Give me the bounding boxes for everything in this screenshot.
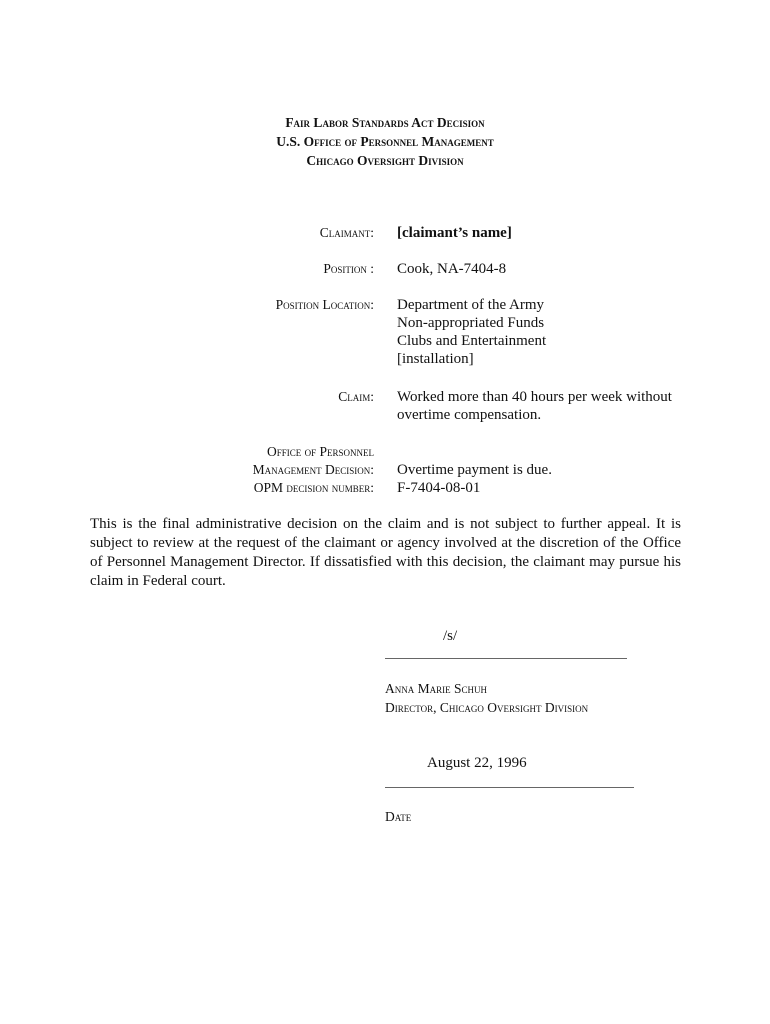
location-label: Position Location: (275, 297, 374, 312)
location-line: [installation] (397, 351, 474, 367)
claim-label: Claim: (338, 389, 374, 404)
date-label: Date (385, 809, 412, 824)
signature-mark: /s/ (443, 628, 458, 644)
location-line: Non-appropriated Funds (397, 315, 545, 331)
document-header (0, 113, 770, 170)
opm-decision-value: Overtime payment is due. (397, 462, 552, 478)
opm-label-line-2: Management Decision: (252, 462, 374, 477)
opm-decision-label (253, 443, 374, 479)
header-line-3: Chicago Oversight Division (306, 153, 464, 168)
decision-number-label: OPM decision number: (253, 480, 374, 495)
claim-line: overtime compensation. (397, 407, 542, 423)
opm-label-line-1: Office of Personnel (266, 444, 374, 459)
position-value: Cook, NA-7404-8 (397, 261, 507, 277)
signatory-title: Director, Chicago Oversight Division (385, 700, 589, 715)
location-line: Department of the Army (397, 297, 545, 313)
signatory-name: Anna Marie Schuh (385, 681, 488, 696)
decision-paragraph: This is the final administrative decision on the claim and is not subject to further appeal. It is subject to review at the request of the claimant or agency involved at the discretion of the Office of Personnel Management Director. If dissatisfied with this decision, the claimant may pursue his claim in Federal court. (90, 516, 681, 589)
claim-value (397, 388, 717, 424)
header-line-2: U.S. Office of Personnel Management (276, 134, 494, 149)
claim-line: Worked more than 40 hours per week without (397, 389, 672, 405)
location-line: Clubs and Entertainment (397, 333, 547, 349)
signature-line (385, 658, 627, 659)
date-line (385, 787, 634, 788)
decision-date: August 22, 1996 (427, 755, 527, 771)
header-line-1: Fair Labor Standards Act Decision (285, 115, 485, 130)
location-value (397, 296, 717, 368)
claimant-label: Claimant: (319, 225, 374, 240)
decision-number-value: F-7404-08-01 (397, 480, 481, 496)
position-label: Position : (323, 261, 374, 276)
claimant-value: [claimant’s name] (397, 225, 512, 241)
